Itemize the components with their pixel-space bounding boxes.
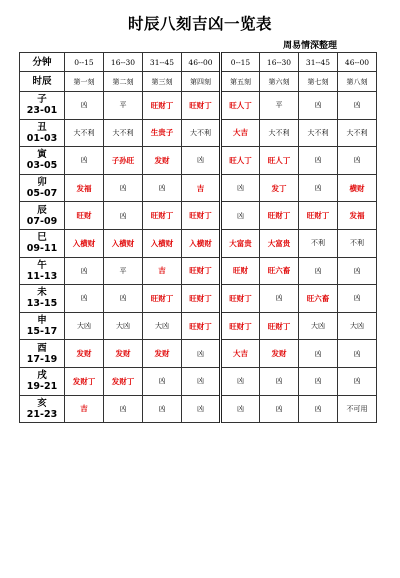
author-credit: 周易情深整理 [283, 41, 338, 51]
ke-label: 第三刻 [143, 72, 182, 92]
ke-label: 第一刻 [65, 72, 104, 92]
omen-cell: 入横财 [65, 229, 104, 257]
omen-cell: 旺财丁 [143, 202, 182, 230]
omen-cell: 入横财 [143, 229, 182, 257]
table-row [20, 174, 377, 202]
shichen-label [20, 285, 65, 313]
shichen-name: 未 [37, 287, 47, 299]
omen-cell: 凶 [221, 367, 260, 395]
omen-cell: 凶 [182, 340, 221, 368]
omen-cell: 凶 [338, 92, 377, 120]
omen-cell: 凶 [65, 92, 104, 120]
omen-cell: 大凶 [65, 312, 104, 340]
shichen-name: 戌 [37, 370, 47, 382]
shichen-label [20, 312, 65, 340]
table-row [20, 147, 377, 175]
omen-cell: 凶 [104, 202, 143, 230]
omen-cell: 凶 [104, 285, 143, 313]
omen-cell: 大富贵 [221, 229, 260, 257]
shichen-label [20, 257, 65, 285]
omen-cell: 大不利 [338, 119, 377, 147]
omen-cell: 旺人丁 [260, 147, 299, 175]
table-row [20, 340, 377, 368]
page-title: 时辰八刻吉凶一览表 [127, 15, 272, 33]
omen-cell: 凶 [221, 395, 260, 423]
shichen-name: 巳 [37, 232, 47, 244]
omen-cell: 不可用 [338, 395, 377, 423]
omen-cell: 凶 [260, 285, 299, 313]
omen-cell: 发财 [104, 340, 143, 368]
shichen-hours: 17-19 [26, 353, 58, 365]
minute-range: 31--45 [143, 53, 182, 72]
omen-cell: 不利 [338, 229, 377, 257]
shichen-label [20, 202, 65, 230]
table-row [20, 312, 377, 340]
omen-cell: 发财丁 [104, 367, 143, 395]
omen-cell: 子孙旺 [104, 147, 143, 175]
shichen-label [20, 92, 65, 120]
shichen-hours: 05-07 [26, 188, 58, 200]
omen-cell: 凶 [104, 395, 143, 423]
omen-cell: 旺财丁 [260, 312, 299, 340]
shichen-name: 酉 [37, 342, 47, 354]
minute-range: 16--30 [104, 53, 143, 72]
table-row [20, 257, 377, 285]
omen-cell: 横财 [338, 174, 377, 202]
omen-cell: 凶 [143, 395, 182, 423]
ke-label: 第五刻 [221, 72, 260, 92]
omen-cell: 入横财 [104, 229, 143, 257]
omen-cell: 旺人丁 [221, 147, 260, 175]
omen-cell: 大凶 [143, 312, 182, 340]
table-row [20, 92, 377, 120]
ke-label: 第八刻 [338, 72, 377, 92]
omen-cell: 凶 [338, 147, 377, 175]
omen-cell: 凶 [65, 285, 104, 313]
omen-cell: 凶 [299, 92, 338, 120]
omen-cell: 凶 [143, 367, 182, 395]
shichen-label [20, 395, 65, 423]
shichen-name: 亥 [37, 397, 47, 409]
omen-cell: 凶 [299, 257, 338, 285]
omen-cell: 入横财 [182, 229, 221, 257]
omen-cell: 凶 [338, 285, 377, 313]
table-row [20, 367, 377, 395]
omen-cell: 旺六畜 [260, 257, 299, 285]
omen-cell: 凶 [182, 395, 221, 423]
shichen-hours: 01-03 [26, 132, 58, 144]
shichen-label [20, 340, 65, 368]
omen-cell: 发福 [338, 202, 377, 230]
ke-label: 第四刻 [182, 72, 221, 92]
minute-header-label: 分钟 [20, 53, 65, 72]
omen-cell: 发财 [65, 340, 104, 368]
minute-range: 16--30 [260, 53, 299, 72]
minute-range: 46--00 [338, 53, 377, 72]
omen-cell: 凶 [221, 174, 260, 202]
shichen-name: 子 [37, 94, 47, 106]
table-row [20, 202, 377, 230]
omen-cell: 旺财丁 [221, 312, 260, 340]
shichen-hours: 11-13 [26, 270, 58, 282]
ke-label: 第七刻 [299, 72, 338, 92]
shichen-hours: 15-17 [26, 326, 58, 338]
shichen-hours: 13-15 [26, 298, 58, 310]
omen-cell: 凶 [260, 367, 299, 395]
omen-cell: 旺财丁 [182, 257, 221, 285]
omen-cell: 旺财丁 [182, 202, 221, 230]
omen-cell: 大富贵 [260, 229, 299, 257]
shichen-hours: 23-01 [26, 105, 58, 117]
omen-cell: 平 [104, 92, 143, 120]
omen-cell: 凶 [104, 174, 143, 202]
omen-cell: 凶 [182, 367, 221, 395]
shichen-hours: 07-09 [26, 215, 58, 227]
shichen-hours: 21-23 [26, 408, 58, 420]
omen-cell: 凶 [338, 257, 377, 285]
table-row [20, 119, 377, 147]
shichen-header-label: 时辰 [20, 72, 65, 92]
omen-cell: 凶 [65, 257, 104, 285]
header-row-ke [20, 72, 377, 92]
omen-cell: 大不利 [182, 119, 221, 147]
shichen-hours: 03-05 [26, 160, 58, 172]
shichen-hours: 09-11 [26, 243, 58, 255]
omen-cell: 凶 [299, 395, 338, 423]
omen-cell: 凶 [338, 340, 377, 368]
omen-cell: 平 [104, 257, 143, 285]
omen-cell: 凶 [338, 367, 377, 395]
shichen-label [20, 147, 65, 175]
omen-cell: 大凶 [299, 312, 338, 340]
shichen-hours: 19-21 [26, 381, 58, 393]
ke-label: 第二刻 [104, 72, 143, 92]
omen-cell: 旺财丁 [182, 92, 221, 120]
omen-cell: 旺财丁 [143, 92, 182, 120]
omen-cell: 大凶 [104, 312, 143, 340]
shichen-name: 辰 [37, 204, 47, 216]
omen-cell: 生贵子 [143, 119, 182, 147]
omen-cell: 旺财丁 [182, 285, 221, 313]
omen-cell: 旺财丁 [260, 202, 299, 230]
shichen-name: 丑 [37, 121, 47, 133]
omen-cell: 大吉 [221, 119, 260, 147]
omen-cell: 旺财丁 [182, 312, 221, 340]
table-row [20, 229, 377, 257]
shichen-name: 寅 [37, 149, 47, 161]
table-row [20, 395, 377, 423]
omen-cell: 发福 [65, 174, 104, 202]
omen-cell: 凶 [299, 174, 338, 202]
omen-cell: 吉 [182, 174, 221, 202]
omen-cell: 发财 [143, 147, 182, 175]
omen-cell: 凶 [143, 174, 182, 202]
omen-cell: 凶 [65, 147, 104, 175]
omen-cell: 旺财 [65, 202, 104, 230]
minute-range: 46--00 [182, 53, 221, 72]
omen-cell: 吉 [143, 257, 182, 285]
shichen-label [20, 229, 65, 257]
shichen-label [20, 367, 65, 395]
minute-range: 31--45 [299, 53, 338, 72]
header-row-minutes [20, 53, 377, 72]
ke-label: 第六刻 [260, 72, 299, 92]
omen-cell: 旺财丁 [143, 285, 182, 313]
omen-cell: 大不利 [65, 119, 104, 147]
shichen-name: 午 [37, 259, 47, 271]
table-body [20, 53, 377, 423]
omen-cell: 凶 [260, 395, 299, 423]
omen-cell: 旺财 [221, 257, 260, 285]
shichen-label [20, 174, 65, 202]
minute-range: 0--15 [65, 53, 104, 72]
omen-cell: 发财 [143, 340, 182, 368]
omen-cell: 发丁 [260, 174, 299, 202]
omen-cell: 旺财丁 [299, 202, 338, 230]
omen-cell: 大吉 [221, 340, 260, 368]
omen-cell: 吉 [65, 395, 104, 423]
minute-range: 0--15 [221, 53, 260, 72]
table-row [20, 285, 377, 313]
omen-cell: 旺财丁 [221, 285, 260, 313]
omen-cell: 凶 [182, 147, 221, 175]
omen-cell: 平 [260, 92, 299, 120]
omen-cell: 凶 [221, 202, 260, 230]
shichen-label [20, 119, 65, 147]
omen-cell: 旺人丁 [221, 92, 260, 120]
omen-cell: 凶 [299, 340, 338, 368]
omen-cell: 旺六畜 [299, 285, 338, 313]
shichen-name: 申 [37, 315, 47, 327]
shichen-name: 卯 [37, 177, 47, 189]
omen-cell: 不利 [299, 229, 338, 257]
shichen-table [19, 52, 377, 423]
omen-cell: 凶 [299, 147, 338, 175]
omen-cell: 大不利 [299, 119, 338, 147]
omen-cell: 大不利 [260, 119, 299, 147]
omen-cell: 大凶 [338, 312, 377, 340]
omen-cell: 发财 [260, 340, 299, 368]
omen-cell: 大不利 [104, 119, 143, 147]
omen-cell: 凶 [299, 367, 338, 395]
omen-cell: 发财丁 [65, 367, 104, 395]
